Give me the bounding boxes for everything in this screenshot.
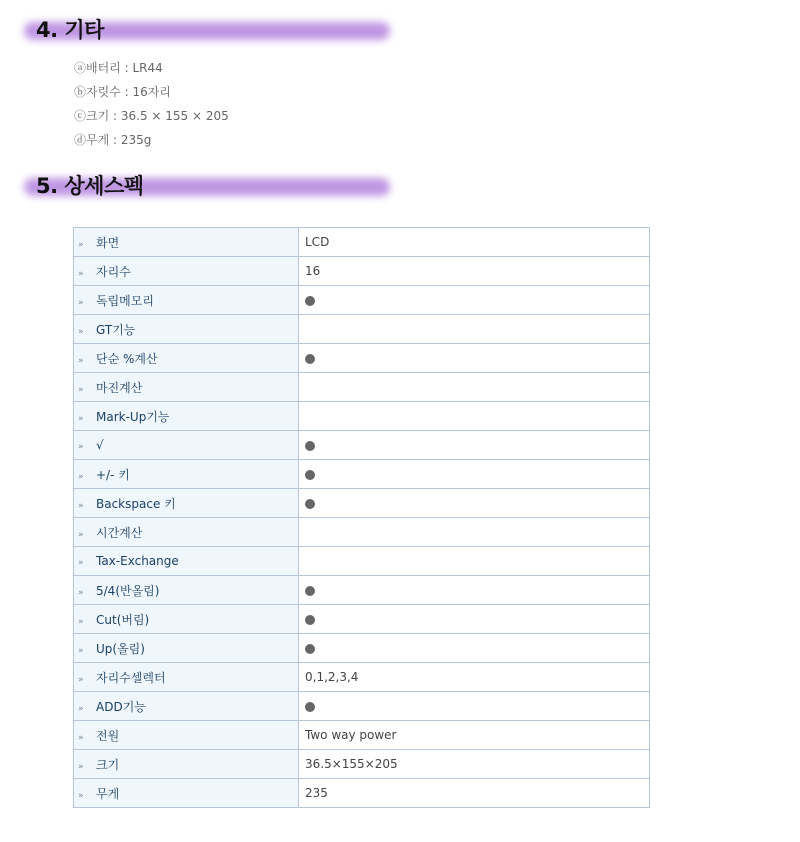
spec-label-cell — [74, 228, 299, 257]
spec-label-cell — [74, 286, 299, 315]
bullet-icon: » — [78, 413, 84, 424]
spec-label: Cut(버림) — [96, 612, 150, 627]
spec-value-cell — [299, 721, 650, 750]
spec-value-cell — [299, 373, 650, 402]
supported-dot-icon — [305, 702, 315, 712]
spec-value-cell — [299, 228, 650, 257]
bullet-icon: » — [78, 268, 84, 279]
bullet-icon: » — [78, 587, 84, 598]
supported-dot-icon — [305, 499, 315, 509]
supported-dot-icon — [305, 354, 315, 364]
spec-value-cell — [299, 286, 650, 315]
spec-label-cell — [74, 518, 299, 547]
spec-value-cell — [299, 779, 650, 808]
table-row — [74, 750, 650, 779]
table-row — [74, 779, 650, 808]
spec-value: LCD — [305, 235, 330, 249]
section-title: 4. 기타 — [36, 18, 104, 42]
bullet-icon: » — [78, 761, 84, 772]
table-row — [74, 228, 650, 257]
bullet-icon: » — [78, 558, 84, 568]
spec-label-cell — [74, 750, 299, 779]
spec-label: 독립메모리 — [96, 293, 154, 308]
spec-label-cell — [74, 315, 299, 344]
spec-label: Mark-Up기능 — [96, 409, 170, 424]
list-item: ⓐ배터리 : LR44 — [74, 61, 163, 75]
spec-label: 마진계산 — [96, 380, 143, 395]
spec-value-cell — [299, 663, 650, 692]
spec-value-cell — [299, 431, 650, 460]
spec-value-cell — [299, 402, 650, 431]
spec-label: 자리수셀렉터 — [96, 670, 166, 685]
spec-label: ADD기능 — [96, 699, 146, 714]
table-row — [74, 518, 650, 547]
bullet-icon: » — [78, 674, 84, 685]
spec-value-cell — [299, 750, 650, 779]
spec-value: Two way power — [305, 728, 397, 742]
bullet-icon: » — [78, 239, 84, 250]
spec-value-cell — [299, 634, 650, 663]
section-heading-specs — [16, 168, 396, 204]
spec-label: Backspace 키 — [96, 496, 176, 511]
spec-value: 16 — [305, 264, 321, 278]
spec-value: 36.5×155×205 — [305, 757, 398, 771]
spec-value-cell — [299, 692, 650, 721]
spec-value-cell — [299, 605, 650, 634]
spec-label-cell — [74, 344, 299, 373]
spec-label-cell — [74, 257, 299, 286]
spec-value: 0,1,2,3,4 — [305, 670, 359, 684]
table-row — [74, 373, 650, 402]
table-row — [74, 489, 650, 518]
table-row — [74, 286, 650, 315]
list-item: ⓒ크기 : 36.5 × 155 × 205 — [74, 109, 229, 123]
spec-label: GT기능 — [96, 322, 136, 337]
table-row — [74, 315, 650, 344]
spec-label: 자리수 — [96, 264, 131, 279]
bullet-icon: » — [78, 500, 84, 511]
list-item: ⓑ자릿수 : 16자리 — [74, 85, 171, 99]
spec-label: Tax-Exchange — [96, 554, 179, 568]
table-row — [74, 663, 650, 692]
bullet-icon: » — [78, 297, 84, 308]
table-row — [74, 576, 650, 605]
spec-label-cell — [74, 692, 299, 721]
bullet-icon: » — [78, 442, 84, 452]
spec-label-cell — [74, 663, 299, 692]
spec-value-cell — [299, 576, 650, 605]
bullet-icon: » — [78, 616, 84, 627]
bullet-icon: » — [78, 529, 84, 540]
spec-label-cell — [74, 576, 299, 605]
bullet-icon: » — [78, 645, 84, 656]
table-row — [74, 634, 650, 663]
spec-label-cell — [74, 489, 299, 518]
supported-dot-icon — [305, 586, 315, 596]
table-row — [74, 721, 650, 750]
etc-list — [74, 58, 229, 154]
supported-dot-icon — [305, 296, 315, 306]
spec-label: 크기 — [96, 757, 120, 772]
table-row — [74, 257, 650, 286]
spec-table — [73, 227, 650, 808]
table-row — [74, 402, 650, 431]
supported-dot-icon — [305, 615, 315, 625]
table-row — [74, 547, 650, 576]
spec-value-cell — [299, 489, 650, 518]
spec-label-cell — [74, 547, 299, 576]
list-item: ⓓ무게 : 235g — [74, 133, 152, 147]
table-row — [74, 692, 650, 721]
spec-label-cell — [74, 634, 299, 663]
bullet-icon: » — [78, 732, 84, 743]
bullet-icon: » — [78, 703, 84, 714]
supported-dot-icon — [305, 644, 315, 654]
spec-label-cell — [74, 431, 299, 460]
spec-value-cell — [299, 257, 650, 286]
supported-dot-icon — [305, 470, 315, 480]
table-row — [74, 605, 650, 634]
spec-value-cell — [299, 315, 650, 344]
spec-value-cell — [299, 344, 650, 373]
spec-label-cell — [74, 373, 299, 402]
spec-value-cell — [299, 518, 650, 547]
bullet-icon: » — [78, 790, 84, 801]
spec-label-cell — [74, 779, 299, 808]
section-heading-etc — [16, 12, 396, 48]
spec-label: 단순 %계산 — [96, 351, 158, 366]
spec-label: 화면 — [96, 235, 120, 250]
bullet-icon: » — [78, 355, 84, 366]
section-title: 5. 상세스펙 — [36, 174, 144, 198]
spec-value: 235 — [305, 786, 328, 800]
spec-label-cell — [74, 721, 299, 750]
table-row — [74, 460, 650, 489]
bullet-icon: » — [78, 384, 84, 395]
spec-label: +/- 키 — [96, 467, 130, 482]
spec-label: 무게 — [96, 786, 120, 801]
spec-label: 5/4(반올림) — [96, 583, 160, 598]
spec-label-cell — [74, 402, 299, 431]
supported-dot-icon — [305, 441, 315, 451]
bullet-icon: » — [78, 471, 84, 482]
table-row — [74, 431, 650, 460]
spec-value-cell — [299, 460, 650, 489]
table-row — [74, 344, 650, 373]
spec-label: 전원 — [96, 728, 120, 743]
spec-label: 시간계산 — [96, 525, 143, 540]
spec-label: √ — [96, 438, 104, 452]
spec-value-cell — [299, 547, 650, 576]
spec-label-cell — [74, 605, 299, 634]
spec-label: Up(올림) — [96, 641, 145, 656]
spec-label-cell — [74, 460, 299, 489]
bullet-icon: » — [78, 326, 84, 337]
